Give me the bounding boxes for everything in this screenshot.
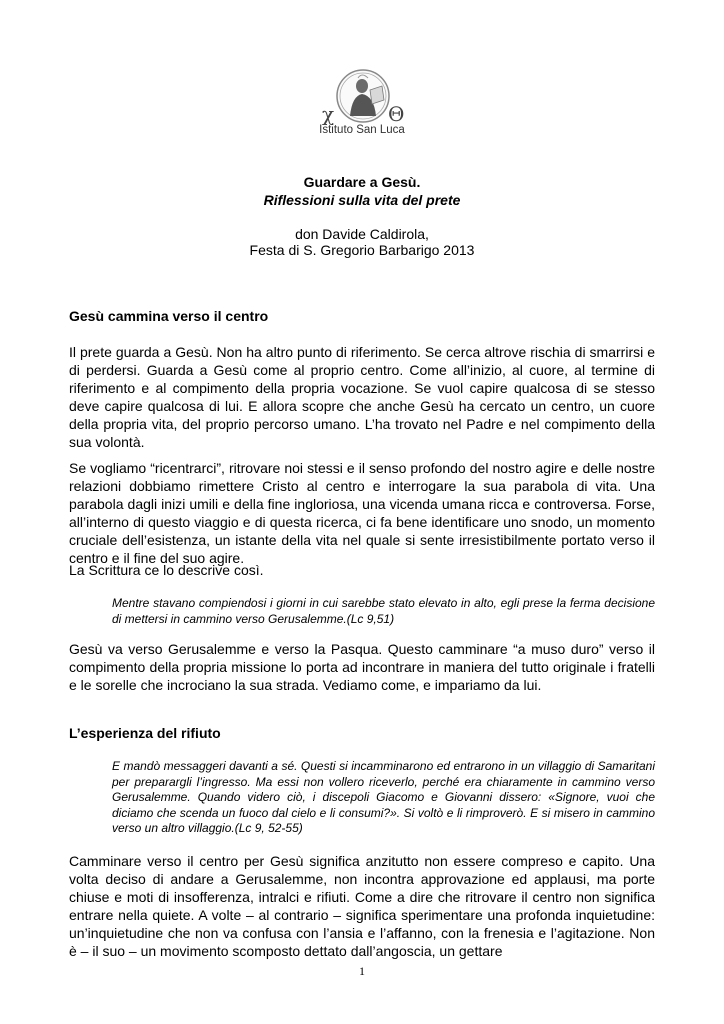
author-line: don Davide Caldirola, bbox=[295, 226, 429, 242]
paragraph: Camminare verso il centro per Gesù significa anzitutto non essere compreso e capito. Una volta deciso di andare a Gerusalemme, non incontra approvazione ed applausi, ma porte chiuse e moti di insofferenza, intralci e rifiuti. Come a dire che ritrovare il centro non significa entrare nella quiete. A volte – al contrario – significa sperimentare una profonda inquietudine: un’inquietudine che non va confusa con l’ansia e l’affanno, con la frenesia e l’agitazione. Non è – il suo – un movimento scomposto dettato dall’angoscia, un gettare bbox=[69, 853, 655, 959]
scripture-quote: E mandò messaggeri davanti a sé. Questi si incamminarono ed entrarono in un villaggio di Samaritani per preparargli l’ingresso. Ma essi non vollero riceverlo, perché era chiaramente in cammino verso Gerusalemme. Quando videro ciò, i discepoli Giacomo e Giovanni dissero: «Signore, vuoi che diciamo che scenda un fuoco dal cielo e li consumi?». Si voltò e li rimproverò. E si misero in cammino verso un altro villaggio.(Lc 9, 52-55) bbox=[112, 759, 655, 835]
paragraph: Il prete guarda a Gesù. Non ha altro punto di riferimento. Se cerca altrove rischia di smarrirsi e di perdersi. Guarda a Gesù come al proprio centro. Come all’inizio, al cuore, al termine di riferimento e al compimento della propria vocazione. Se vuol capire qualcosa di se stesso deve capire qualcosa di lui. E allora scopre che anche Gesù ha cercato un centro, un cuore della propria vita, del proprio percorso umano. L’ha trovato nel Padre e nel compimento della sua volontà. bbox=[69, 344, 655, 450]
page-number: 1 bbox=[359, 964, 365, 978]
chi-letter: χ bbox=[322, 102, 335, 126]
paragraph: La Scrittura ce lo descrive così. bbox=[69, 562, 264, 578]
document-subtitle: Riflessioni sulla vita del prete bbox=[263, 192, 461, 208]
section-heading: L’esperienza del rifiuto bbox=[69, 725, 221, 741]
paragraph: Gesù va verso Gerusalemme e verso la Pasqua. Questo camminare “a muso duro” verso il compimento della propria missione lo porta ad incontrare in maniera del tutto originale i fratelli e le sorelle che incrociano la sua strada. Vediamo come, e impariamo da lui. bbox=[69, 641, 655, 693]
section-heading: Gesù cammina verso il centro bbox=[69, 308, 269, 324]
paragraph: Se vogliamo “ricentrarci”, ritrovare noi stessi e il senso profondo del nostro agire e delle nostre relazioni dobbiamo rimettere Cristo al centro e interrogare la sua parabola di vita. Una parabola dagli inizi umili e della fine ingloriosa, una vicenda umana ricca e controversa. Forse, all’interno di questo viaggio e di questa ricerca, ci fa bene identificare uno snodo, un momento cruciale dell’esistenza, un istante della vita nel quale si sente irresistibilmente portato verso il centro e il fine del suo agire. bbox=[69, 460, 655, 566]
document-title: Guardare a Gesù. bbox=[303, 174, 421, 190]
theta-letter: Θ bbox=[388, 102, 405, 126]
occasion-line: Festa di S. Gregorio Barbarigo 2013 bbox=[249, 242, 475, 258]
scripture-quote: Mentre stavano compiendosi i giorni in cui sarebbe stato elevato in alto, egli prese la ferma decisione di mettersi in cammino verso Gerusalemme.(Lc 9,51) bbox=[112, 596, 655, 626]
logo-caption: Istituto San Luca bbox=[319, 124, 405, 136]
